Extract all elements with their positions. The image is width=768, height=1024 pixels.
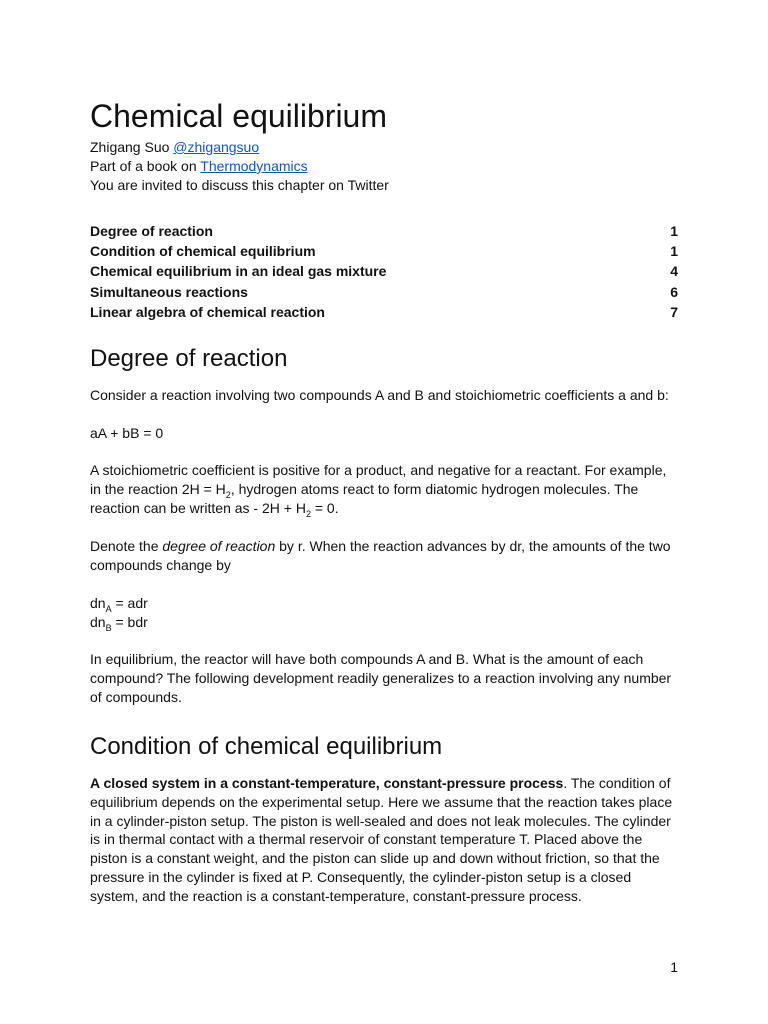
toc-page: 6 [670, 283, 678, 300]
table-of-contents [90, 221, 678, 322]
book-prefix: Part of a book on [90, 157, 197, 174]
invite-line: You are invited to discuss this chapter on Twitter [90, 176, 389, 193]
toc-label: Condition of chemical equilibrium [90, 243, 316, 260]
paragraph-text [90, 537, 678, 575]
text-run: dn [90, 595, 106, 611]
paragraph [90, 537, 678, 575]
toc-label: Chemical equilibrium in an ideal gas mixture [90, 263, 387, 280]
bold-lead: A closed system in a constant-temperature, constant-pressure process [90, 775, 564, 791]
book-link[interactable]: Thermodynamics [200, 157, 308, 174]
paragraph [90, 386, 678, 405]
section-heading-degree-of-reaction: Degree of reaction [90, 345, 288, 372]
paragraph [90, 650, 678, 706]
toc-page: 1 [670, 243, 678, 260]
toc-label: Linear algebra of chemical reaction [90, 303, 325, 320]
page-title: Chemical equilibrium [90, 98, 387, 134]
toc-page: 7 [670, 303, 678, 320]
paragraph [90, 774, 678, 906]
text-run: = bdr [111, 613, 148, 630]
text-run: . The condition of equilibrium depends on the experimental setup. Here we assume that the reaction takes place in a cylinder-piston setup. The piston is well-sealed and does not leak molecules. The cylinder is in thermal contact with a thermal reservoir of constant temperature T. Placed above the piston is a constant weight, and the piston can slide up and down without friction, so that the pressure in the cylinder is fixed at P. Consequently, the cylinder-piston setup is a closed system, and the reaction is a constant-temperature, constant-pressure process. [90, 775, 673, 904]
author-name: Zhigang Suo [90, 139, 170, 155]
page-number: 1 [670, 959, 678, 975]
paragraph-text [90, 774, 678, 906]
subscript: 2 [305, 508, 311, 519]
toc-row[interactable] [90, 302, 678, 322]
toc-row[interactable] [90, 221, 678, 241]
equation-group [90, 594, 678, 632]
toc-page: 1 [670, 223, 678, 239]
text-run: A stoichiometric coefficient is positive for a product, and negative for a reactant. For example, in the reaction 2H = H [90, 462, 667, 497]
emphasis: degree of reaction [162, 538, 276, 554]
equation-text [90, 613, 678, 632]
text-run: by r. When the reaction advances by dr, the amounts of the two compounds change by [90, 538, 671, 573]
subscript: 2 [225, 489, 231, 500]
subscript: A [105, 603, 112, 614]
text-run: Denote the [90, 538, 163, 554]
author-line [90, 138, 678, 157]
text-run: , hydrogen atoms react to form diatomic hydrogen molecules. The reaction can be written as - 2H + H [90, 480, 639, 516]
subscript: B [105, 622, 112, 633]
paragraph-text: In equilibrium, the reactor will have both compounds A and B. What is the amount of each compound? The following development readily generalizes to a reaction involving any number of compounds. [90, 651, 672, 705]
paragraph-text [90, 461, 678, 517]
equation [90, 424, 678, 443]
equation-text [90, 594, 678, 613]
equation-text: aA + bB = 0 [90, 425, 164, 441]
text-run: = 0. [310, 499, 339, 516]
paragraph-text: Consider a reaction involving two compounds A and B and stoichiometric coefficients a and b: [90, 387, 669, 403]
book-line [90, 157, 678, 176]
toc-row[interactable] [90, 282, 678, 302]
section-heading-condition-of-equilibrium: Condition of chemical equilibrium [90, 733, 443, 760]
toc-page: 4 [670, 263, 678, 280]
paragraph [90, 461, 678, 517]
toc-label: Degree of reaction [90, 223, 213, 239]
toc-label: Simultaneous reactions [90, 283, 248, 300]
author-handle-link[interactable]: @zhigangsuo [173, 139, 260, 155]
toc-row[interactable] [90, 241, 678, 261]
document-meta [90, 138, 678, 194]
text-run: = adr [111, 595, 148, 611]
toc-row[interactable] [90, 261, 678, 281]
text-run: dn [90, 613, 106, 630]
